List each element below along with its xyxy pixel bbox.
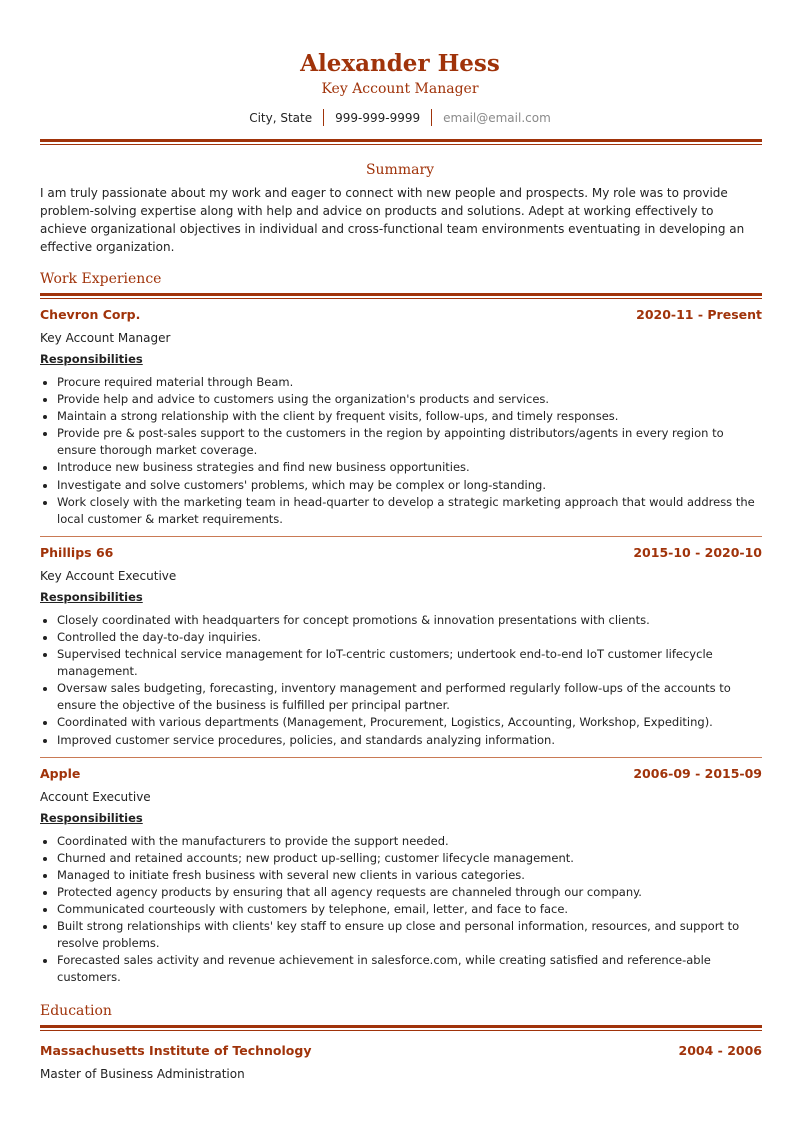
job-header [40,545,762,561]
list-item: • Controlled the day-to-day inquiries. [57,629,762,646]
list-item: • Provide help and advice to customers using the organization's products and services. [57,391,762,408]
education-heading: Education [40,1003,112,1020]
responsibilities-list [40,612,762,749]
responsibilities-label: Responsibilities [40,589,143,604]
list-item: • Coordinated with the manufacturers to provide the support needed. [57,833,762,850]
list-item: • Provide pre & post-sales support to the customers in the region by appointing distributors/agents in every region to ensure thorough market coverage. [57,425,762,459]
candidate-role: Key Account Manager [321,81,479,97]
job-title: Key Account Executive [40,568,177,583]
company-name: Phillips 66 [40,544,114,560]
company-name: Apple [40,765,81,781]
contact-phone[interactable]: 999-999-9999 [335,110,421,125]
work-experience-rule [40,293,762,299]
resume-header [0,0,800,126]
list-item: • Supervised technical service management for IoT-centric customers; undertook end-to-end IoT customer lifecycle management. [57,646,762,680]
job-entry [40,307,762,537]
list-item: • Introduce new business strategies and find new business opportunities. [57,459,762,476]
job-title: Account Executive [40,789,151,804]
responsibilities-label: Responsibilities [40,352,143,366]
summary-heading: Summary [365,162,435,178]
job-dates: 2015-10 - 2020-10 [633,544,762,560]
list-item: • Forecasted sales activity and revenue achievement in salesforce.com, while creating satisfied and reference-able customers. [57,952,762,986]
list-item: • Procure required material through Beam. [57,374,762,391]
job-entry [40,766,762,987]
contact-location: City, State [249,110,313,125]
contact-line [0,109,800,126]
company-name: Chevron Corp. [40,307,141,322]
job-dates: 2006-09 - 2015-09 [633,765,762,781]
job-entry [40,545,762,758]
job-header [40,766,762,782]
job-dates: 2020-11 - Present [636,307,762,322]
education-dates: 2004 - 2006 [678,1043,762,1059]
list-item: • Investigate and solve customers' problems, which may be complex or long-standing. [57,477,762,494]
job-title: Key Account Manager [40,331,171,345]
job-divider [40,757,762,758]
list-item: • Managed to initiate fresh business with several new clients in various categories. [57,867,762,884]
contact-divider [323,109,324,126]
list-item: • Closely coordinated with headquarters for concept promotions & innovation presentations with clients. [57,612,762,629]
work-experience-heading: Work Experience [40,271,162,287]
header-rule [40,139,762,145]
job-divider [40,536,762,537]
work-experience-list [0,307,800,986]
list-item: • Communicated courteously with customers by telephone, email, letter, and face to face. [57,901,762,918]
summary-text: I am truly passionate about my work and eager to connect with new people and prospects. My role was to provide problem-solving expertise along with help and advice on products and solutions. Adept at working effectively to achieve organizational objectives in individual and cross-functional team environments eventuating in developing an effective organization. [40,186,745,254]
list-item: • Maintain a strong relationship with the client by frequent visits, follow-ups, and timely responses. [57,408,762,425]
responsibilities-list [40,833,762,987]
job-header [40,307,762,323]
education-header [40,1043,762,1059]
contact-email[interactable]: email@email.com [443,110,551,125]
list-item: • Protected agency products by ensuring that all agency requests are channeled through our company. [57,884,762,901]
responsibilities-label: Responsibilities [40,810,143,825]
education-entry [40,1043,762,1082]
list-item: • Built strong relationships with clients' key staff to ensure up close and personal information, resources, and support to resolve problems. [57,918,762,952]
list-item: • Coordinated with various departments (Management, Procurement, Logistics, Accounting, Workshop, Expediting). [57,714,762,731]
list-item: • Oversaw sales budgeting, forecasting, inventory management and performed regularly follow-ups of the accounts to ensure the objective of the business is fulfilled per principal partner. [57,680,762,714]
candidate-name: Alexander Hess [300,50,500,77]
responsibilities-list [40,374,762,528]
list-item: • Work closely with the marketing team in head-quarter to develop a strategic marketing approach that would address the local customer & market requirements. [57,494,762,528]
degree: Master of Business Administration [40,1067,245,1082]
education-rule [40,1025,762,1031]
contact-divider [431,109,432,126]
list-item: • Churned and retained accounts; new product up-selling; customer lifecycle management. [57,850,762,867]
list-item: • Improved customer service procedures, policies, and standards analyzing information. [57,732,762,749]
school-name: Massachusetts Institute of Technology [40,1043,312,1059]
